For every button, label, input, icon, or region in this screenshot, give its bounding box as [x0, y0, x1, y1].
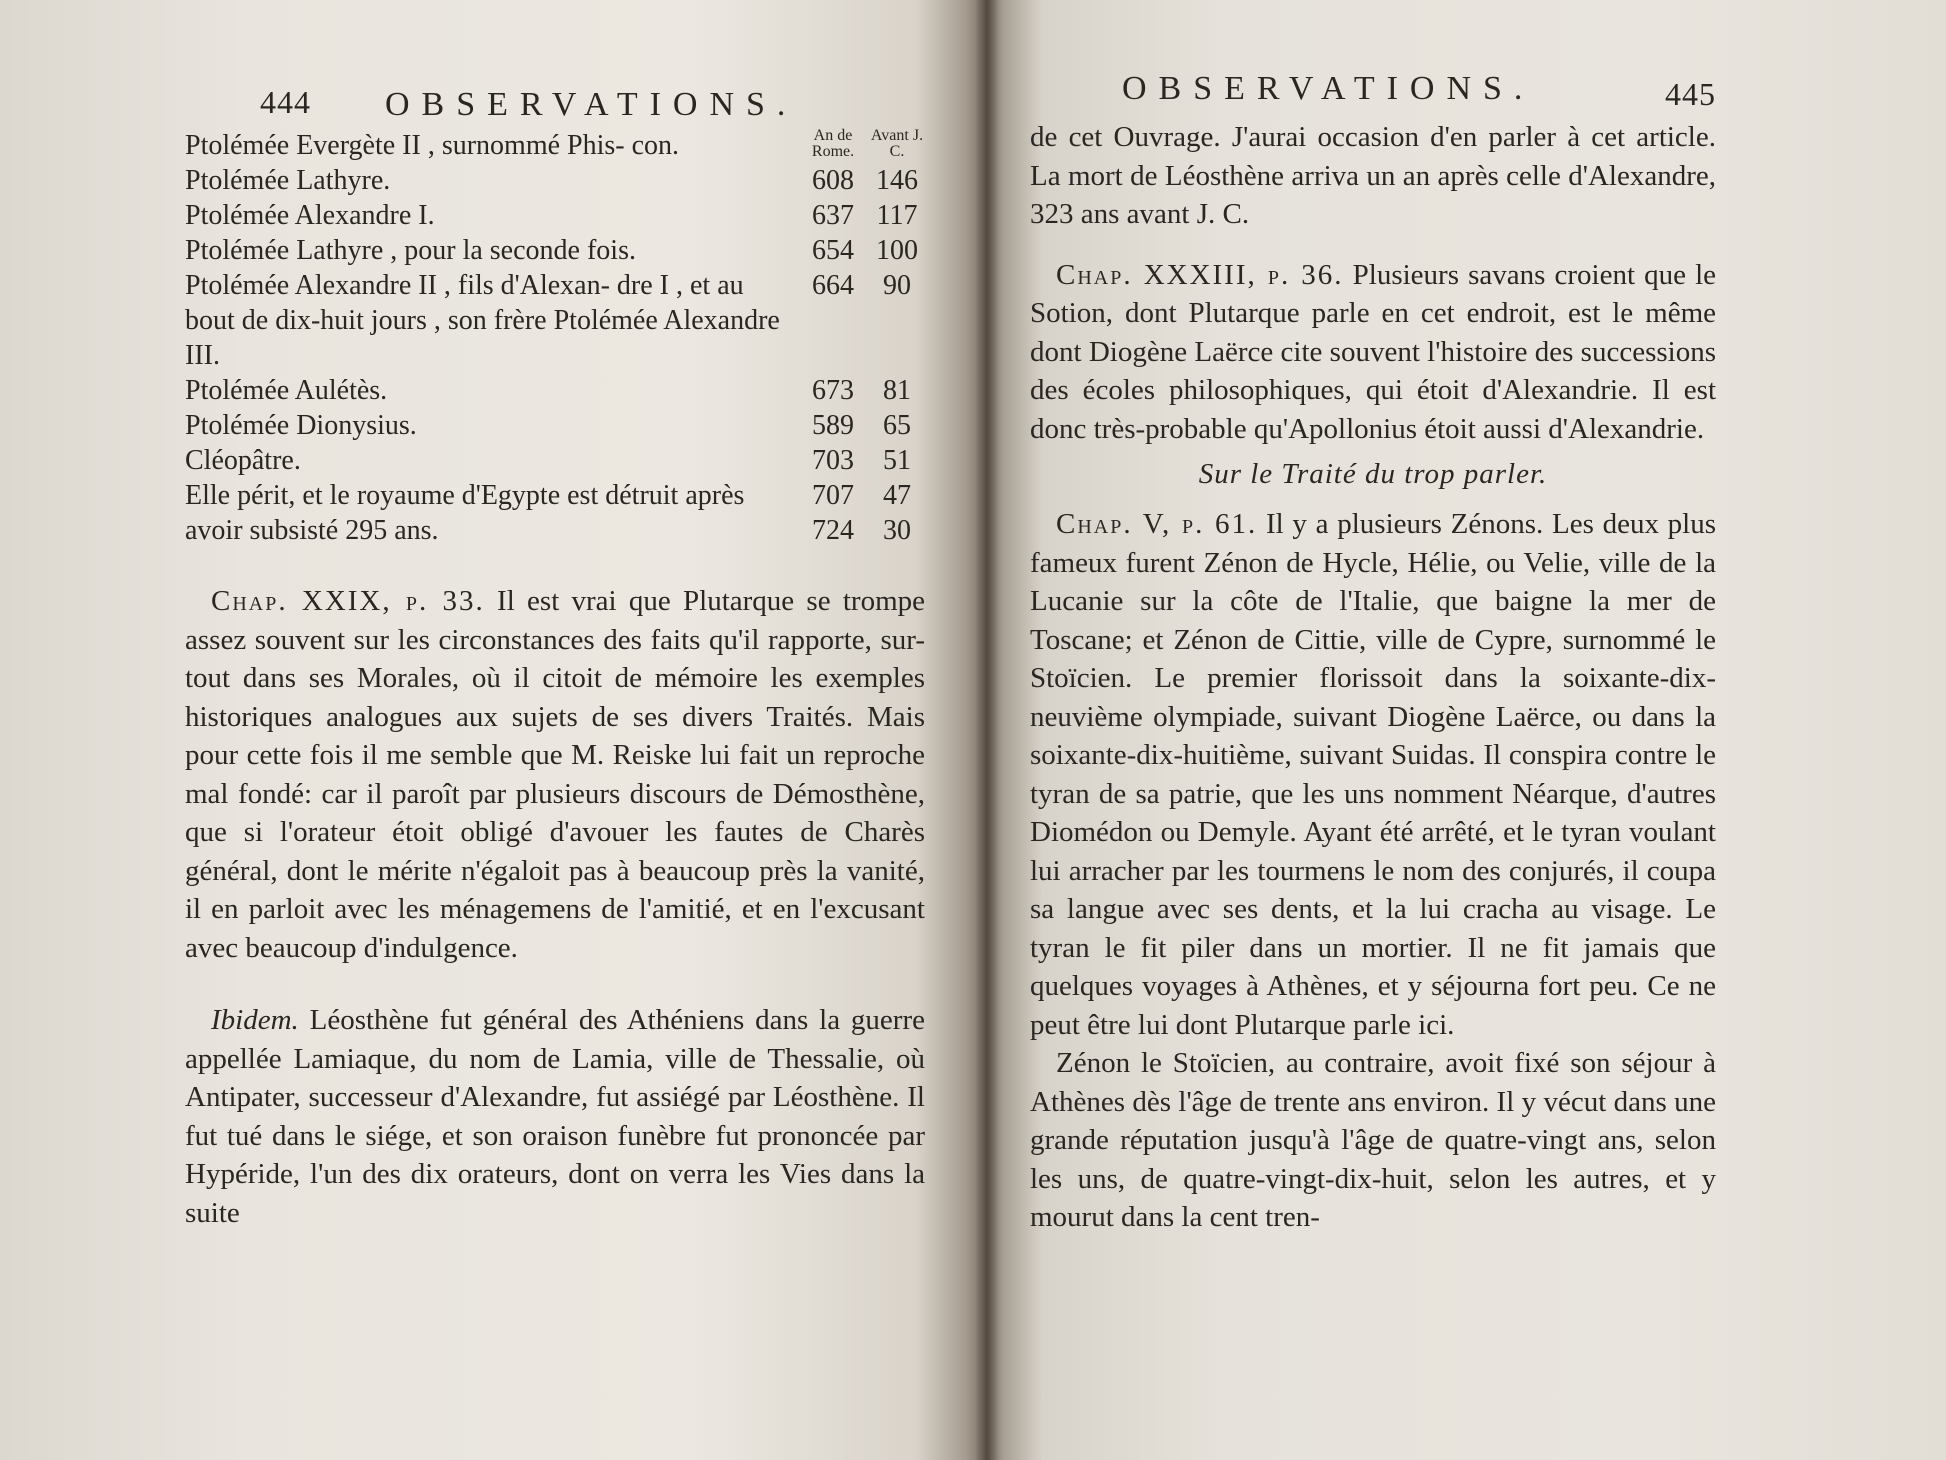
- row-name: Elle périt, et le royaume d'Egypte est détruit après avoir subsisté 295 ans.: [185, 480, 745, 546]
- paragraph-text: Il est vrai que Plutarque se trompe assez souvent sur les circonstances des faits qu'il rapporte, sur-tout dans ses Morales, où il citoit de mémoire les exemples historiques analogues aux sujets de ses divers Traités. Mais pour cette fois il me semble que M. Reiske lui fait un reproche mal fondé: car il paroît par plusieurs discours de Démosthène, que si l'orateur étoit obligé d'avouer les fautes de Charès général, dont le mérite n'égaloit pas à beaucoup près la vanité, il en parloit avec les ménagemens de l'amitié, et en l'excusant avec beaucoup d'indulgence.: [185, 585, 925, 964]
- row-name: Ptolémée Lathyre , pour la seconde fois.: [185, 235, 636, 266]
- row-jc: 81: [883, 375, 911, 406]
- row-jc: 146: [876, 165, 918, 196]
- row-rome: 608: [812, 165, 854, 196]
- ibidem-reference: Ibidem.: [211, 1004, 299, 1036]
- right-running-title: OBSERVATIONS.: [1122, 70, 1535, 107]
- paragraph-chap-v: [1030, 505, 1716, 1044]
- row-rome: 664: [812, 270, 854, 301]
- row-rome: 654: [812, 235, 854, 266]
- left-running-title: OBSERVATIONS.: [385, 86, 798, 123]
- paragraph-chap-xxxiii: [1030, 256, 1716, 449]
- row-rome: 589: [812, 410, 854, 441]
- chapter-reference: Chap. XXIX, p. 33.: [211, 585, 485, 617]
- left-page-number: 444: [260, 84, 311, 120]
- section-title: Sur le Traité du trop parler.: [1198, 458, 1548, 490]
- book-gutter: [975, 0, 999, 1460]
- row-jc: 47 30: [883, 480, 911, 546]
- paragraph-text: Plusieurs savans croient que le Sotion, dont Plutarque parle en cet endroit, est le même dont Diogène Laërce cite souvent l'histoire des successions des écoles philosophiques, qui étoit d'Alexandrie. Il est donc très-probable qu'Apollonius étoit aussi d'Alexandrie.: [1030, 258, 1716, 445]
- right-page-number: 445: [1665, 76, 1716, 112]
- row-jc: 51: [883, 445, 911, 476]
- row-jc: 100: [876, 235, 918, 266]
- right-running-head: [1030, 68, 1716, 118]
- row-name: Ptolémée Dionysius.: [185, 410, 417, 441]
- row-rome: 673: [812, 375, 854, 406]
- paragraph-zenon-stoicien: Zénon le Stoïcien, au contraire, avoit fixé son séjour à Athènes dès l'âge de trente ans environ. Il y vécut dans une grande réputation jusqu'à l'âge de quatre-vingt ans, selon les uns, de quatre-vingt-dix-huit, selon les autres, et y mourut dans la cent tren-: [1030, 1047, 1716, 1233]
- table-row: [185, 198, 925, 233]
- paragraph-text: Il y a plusieurs Zénons. Les deux plus fameux furent Zénon de Hycle, Hélie, ou Velie, ville de la Lucanie sur la côte de l'Italie, que baigne la mer de Toscane; et Zénon de Cittie, ville de Cypre, surnommé le Stoïcien. Le premier florissoit dans la soixante-dix-neuvième olympiade, suivant Diogène Laërce, ou dans la soixante-dix-huitième, suivant Suidas. Il conspira contre le tyran de sa patrie, que les uns nomment Néarque, d'autres Diomédon ou Demyle. Ayant été arrêté, et le tyran voulant lui arracher par les tourmens le nom des conjurés, il coupa sa langue avec ses dents, et la lui cracha au visage. Le tyran le fit piler dans un mortier. Il ne fit jamais que quelques voyages à Athènes, et y séjourna fort peu. Ce ne peut être lui dont Plutarque parle ici.: [1030, 508, 1716, 1041]
- row-name: Ptolémée Aulétès.: [185, 375, 388, 406]
- ptolemy-table: [185, 128, 925, 548]
- table-row: [185, 233, 925, 268]
- paragraph-text: Léosthène fut général des Athéniens dans la guerre appellée Lamiaque, du nom de Lamia, ville de Thessalie, où Antipater, successeur d'Alexandre, fut assiégé par Léosthène. Il fut tué dans le siége, et son oraison funèbre fut prononcée par Hypéride, l'un des dix orateurs, dont on verra les Vies dans la suite: [185, 1004, 925, 1229]
- right-page: [985, 0, 1946, 1460]
- col-header-jc: Avant J. C.: [870, 127, 924, 160]
- row-jc: 117: [876, 200, 918, 231]
- row-name: Ptolémée Alexandre I.: [185, 200, 435, 231]
- left-running-head: [185, 78, 925, 128]
- chapter-reference: Chap. XXXIII, p. 36.: [1056, 258, 1344, 291]
- table-row: [185, 163, 925, 198]
- table-row: [185, 268, 925, 373]
- table-row: [185, 373, 925, 408]
- chapter-reference: Chap. V, p. 61.: [1056, 508, 1258, 540]
- table-row: [185, 128, 797, 163]
- col-header-rome: An de Rome.: [811, 127, 855, 160]
- row-name: Ptolémée Evergète II , surnommé Phis- con.: [185, 130, 680, 161]
- row-jc: 65: [883, 410, 911, 441]
- row-rome: 637: [812, 200, 854, 231]
- row-name: Cléopâtre.: [185, 445, 301, 476]
- table-row: [185, 443, 925, 478]
- row-rome: 703: [812, 445, 854, 476]
- paragraph-continuation: de cet Ouvrage. J'aurai occasion d'en parler à cet article. La mort de Léosthène arriva un an après celle d'Alexandre, 323 ans avant J. C.: [1030, 121, 1716, 230]
- row-rome: 707 724: [812, 480, 854, 546]
- paragraph-chap-xxix: [185, 582, 925, 967]
- row-name: Ptolémée Lathyre.: [185, 165, 391, 196]
- paragraph-ibidem: [185, 1001, 925, 1232]
- table-row: [185, 408, 925, 443]
- table-row: [185, 478, 925, 548]
- row-name: Ptolémée Alexandre II , fils d'Alexan- dre I , et au bout de dix-huit jours , son frère Ptolémée Alexandre III.: [185, 270, 780, 371]
- row-jc: 90: [883, 270, 911, 301]
